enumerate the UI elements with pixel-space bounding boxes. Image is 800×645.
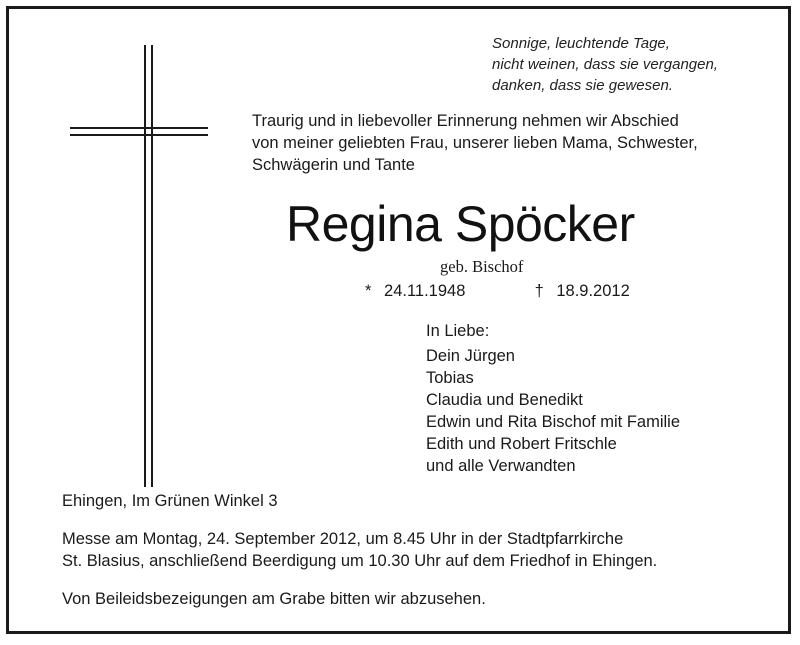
intro-text bbox=[252, 110, 772, 176]
mourners-list bbox=[426, 320, 766, 477]
life-dates bbox=[365, 280, 630, 302]
address: Ehingen, Im Grünen Winkel 3 bbox=[62, 492, 278, 510]
intro-line: Traurig und in liebevoller Erinnerung nehmen wir Abschied bbox=[252, 112, 679, 130]
death-date: 18.9.2012 bbox=[556, 282, 630, 300]
mourner-name: und alle Verwandten bbox=[426, 457, 576, 475]
poem-line: nicht weinen, dass sie vergangen, bbox=[492, 56, 718, 73]
service-info bbox=[62, 528, 762, 572]
mourner-name: Claudia und Benedikt bbox=[426, 391, 583, 409]
death-symbol: † bbox=[534, 282, 544, 300]
birth-date: 24.11.1948 bbox=[384, 282, 466, 300]
birth-symbol: * bbox=[365, 282, 372, 300]
mourners-heading: In Liebe: bbox=[426, 322, 490, 340]
condolence-note: Von Beileidsbezeigungen am Grabe bitten wir abzusehen. bbox=[62, 590, 486, 608]
mourner-name: Dein Jürgen bbox=[426, 347, 515, 365]
mourner-name: Edwin und Rita Bischof mit Familie bbox=[426, 413, 681, 431]
service-line: St. Blasius, anschließend Beerdigung um 10.30 Uhr auf dem Friedhof in Ehingen. bbox=[62, 552, 658, 570]
service-line: Messe am Montag, 24. September 2012, um 8.45 Uhr in der Stadtpfarrkirche bbox=[62, 530, 624, 548]
poem bbox=[492, 33, 772, 96]
mourner-name: Edith und Robert Fritschle bbox=[426, 435, 617, 453]
mourner-name: Tobias bbox=[426, 369, 474, 387]
poem-line: danken, dass sie gewesen. bbox=[492, 77, 673, 94]
intro-line: Schwägerin und Tante bbox=[252, 156, 415, 174]
deceased-name: Regina Spöcker bbox=[286, 196, 635, 252]
intro-line: von meiner geliebten Frau, unserer lieben Mama, Schwester, bbox=[252, 134, 698, 152]
poem-line: Sonnige, leuchtende Tage, bbox=[492, 35, 670, 52]
birth-name: geb. Bischof bbox=[440, 257, 524, 276]
